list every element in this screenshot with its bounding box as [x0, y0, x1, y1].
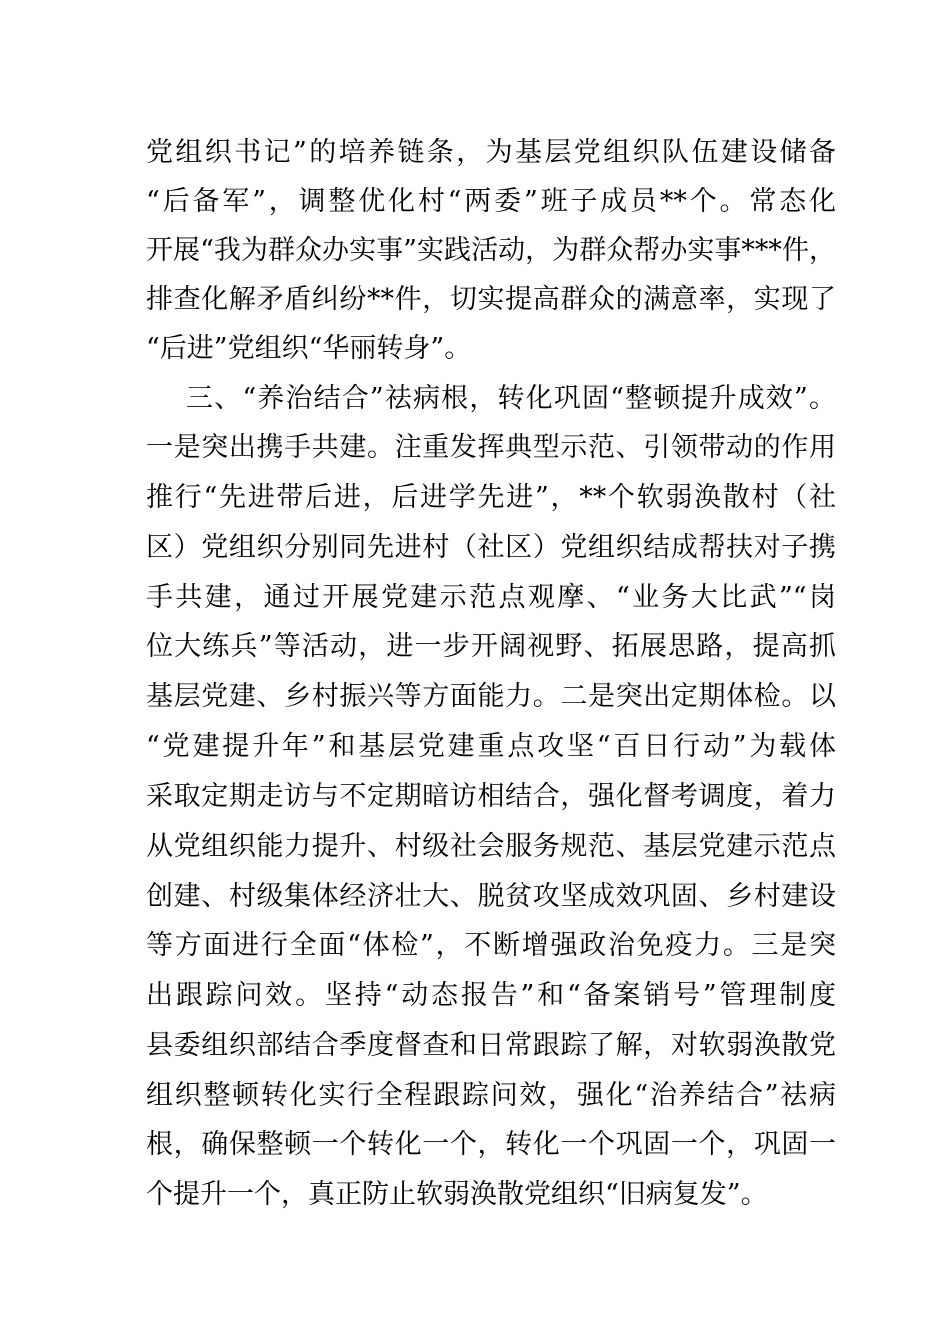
- text-line: 一是突出携手共建。注重发挥典型示范、引领带动的作用: [146, 432, 836, 463]
- text-line: 开展“我为群众办实事”实践活动，为群众帮办实事***件，: [146, 235, 836, 266]
- text-line: “后备军”，调整优化村“两委”班子成员**个。常态化: [146, 186, 836, 217]
- text-line: 基层党建、乡村振兴等方面能力。二是突出定期体检。以: [146, 681, 836, 712]
- text-line: “后进”党组织“华丽转身”。: [146, 333, 472, 364]
- text-line: 出跟踪问效。坚持“动态报告”和“备案销号”管理制度: [146, 980, 836, 1011]
- text-line: 区）党组织分别同先进村（社区）党组织结成帮扶对子携: [146, 532, 836, 563]
- text-line: 排查化解矛盾纠纷**件，切实提高群众的满意率，实现了: [146, 284, 836, 315]
- text-line: 根，确保整顿一个转化一个，转化一个巩固一个，巩固一: [146, 1129, 836, 1160]
- section-heading: 三、“养治结合”祛病根，转化巩固“整顿提升成效”。: [186, 383, 836, 414]
- text-line: 手共建，通过开展党建示范点观摩、“业务大比武”“岗: [146, 582, 836, 613]
- text-line: 组织整顿转化实行全程跟踪问效，强化“治养结合”祛病: [146, 1080, 836, 1111]
- text-line: 创建、村级集体经济壮大、脱贫攻坚成效巩固、乡村建设: [146, 881, 836, 912]
- text-line: “党建提升年”和基层党建重点攻坚“百日行动”为载体: [146, 731, 836, 762]
- text-line: 县委组织部结合季度督查和日常跟踪了解，对软弱涣散党: [146, 1030, 836, 1061]
- text-line: 从党组织能力提升、村级社会服务规范、基层党建示范点: [146, 831, 836, 862]
- text-line: 位大练兵”等活动，进一步开阔视野、拓展思路，提高抓: [146, 631, 836, 662]
- text-line: 党组织书记”的培养链条，为基层党组织队伍建设储备: [146, 137, 836, 168]
- text-line: 等方面进行全面“体检”，不断增强政治免疫力。三是突: [146, 930, 836, 961]
- text-line: 推行“先进带后进，后进学先进”，**个软弱涣散村（社: [146, 482, 836, 513]
- text-line: 个提升一个，真正防止软弱涣散党组织“旧病复发”。: [146, 1179, 768, 1210]
- text-line: 采取定期走访与不定期暗访相结合，强化督考调度，着力: [146, 781, 836, 812]
